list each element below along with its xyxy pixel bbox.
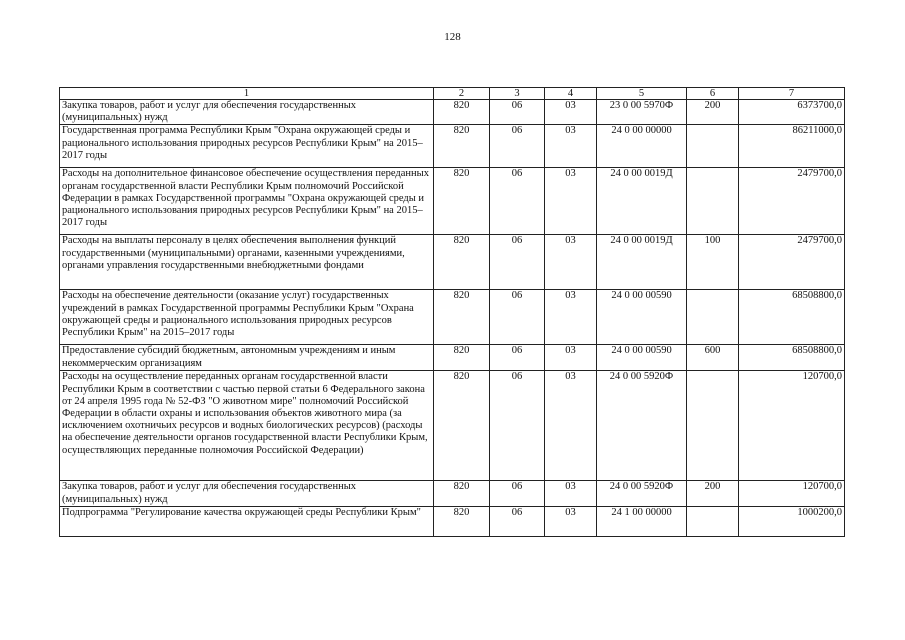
row-section-code: 06 (490, 168, 545, 235)
budget-table (59, 87, 845, 537)
table-row (60, 125, 845, 168)
row-target-code: 24 0 00 5920Ф (597, 371, 687, 481)
row-ministry-code: 820 (434, 290, 490, 345)
row-name: Закупка товаров, работ и услуг для обеспечения государственных (муниципальных) нужд (60, 100, 434, 125)
header-row (60, 88, 845, 100)
row-target-code: 24 0 00 5920Ф (597, 481, 687, 507)
row-amount: 68508800,0 (739, 290, 845, 345)
row-target-code: 23 0 00 5970Ф (597, 100, 687, 125)
row-ministry-code: 820 (434, 125, 490, 168)
col-header-1: 1 (60, 88, 434, 100)
row-section-code: 06 (490, 507, 545, 537)
row-name: Расходы на дополнительное финансовое обеспечение осуществления переданных органам государственной власти Республики Крым полномочий Российской Федерации в рамках Государственной программы "Охрана окружающей среды и рационального использования природных ресурсов Республики Крым" на 2015–2017 годы (60, 168, 434, 235)
row-name: Расходы на выплаты персоналу в целях обеспечения выполнения функций государственными (муниципальными) органами, казенными учреждениями, органами управления государственными внебюджетными фондами (60, 235, 434, 290)
row-expense-type: 600 (687, 345, 739, 371)
row-ministry-code: 820 (434, 481, 490, 507)
row-subsection-code: 03 (545, 481, 597, 507)
row-expense-type: 100 (687, 235, 739, 290)
row-target-code: 24 0 00 0019Д (597, 168, 687, 235)
row-target-code: 24 0 00 00590 (597, 290, 687, 345)
row-section-code: 06 (490, 125, 545, 168)
table-row (60, 371, 845, 481)
row-target-code: 24 1 00 00000 (597, 507, 687, 537)
row-target-code: 24 0 00 00590 (597, 345, 687, 371)
table-row (60, 481, 845, 507)
row-expense-type (687, 168, 739, 235)
table-row (60, 100, 845, 125)
row-section-code: 06 (490, 371, 545, 481)
page-number: 128 (444, 31, 461, 43)
row-target-code: 24 0 00 0019Д (597, 235, 687, 290)
col-header-7: 7 (739, 88, 845, 100)
row-amount: 2479700,0 (739, 168, 845, 235)
row-amount: 1000200,0 (739, 507, 845, 537)
row-amount: 120700,0 (739, 371, 845, 481)
row-expense-type: 200 (687, 100, 739, 125)
row-amount: 6373700,0 (739, 100, 845, 125)
table-row (60, 168, 845, 235)
col-header-3: 3 (490, 88, 545, 100)
row-amount: 68508800,0 (739, 345, 845, 371)
row-ministry-code: 820 (434, 168, 490, 235)
row-name: Государственная программа Республики Крым "Охрана окружающей среды и рационального использования природных ресурсов Республики Крым" на 2015–2017 годы (60, 125, 434, 168)
row-section-code: 06 (490, 290, 545, 345)
table-row (60, 345, 845, 371)
row-subsection-code: 03 (545, 345, 597, 371)
row-target-code: 24 0 00 00000 (597, 125, 687, 168)
row-name: Расходы на осуществление переданных органам государственной власти Республики Крым в соответствии с частью первой статьи 6 Федерального закона от 24 апреля 1995 года № 52-ФЗ "О животном мире" полномочий Российской Федерации в области охраны и использования объектов животного мира (за исключением охотничьих ресурсов и водных биологических ресурсов) (расходы на обеспечение деятельности органов государственной власти Республики Крым, осуществляющих переданные полномочия Российской Федерации) (60, 371, 434, 481)
row-expense-type: 200 (687, 481, 739, 507)
row-name: Закупка товаров, работ и услуг для обеспечения государственных (муниципальных) нужд (60, 481, 434, 507)
row-subsection-code: 03 (545, 371, 597, 481)
row-subsection-code: 03 (545, 100, 597, 125)
row-amount: 2479700,0 (739, 235, 845, 290)
row-subsection-code: 03 (545, 168, 597, 235)
row-section-code: 06 (490, 235, 545, 290)
row-expense-type (687, 371, 739, 481)
row-amount: 120700,0 (739, 481, 845, 507)
row-expense-type (687, 125, 739, 168)
row-subsection-code: 03 (545, 235, 597, 290)
row-ministry-code: 820 (434, 371, 490, 481)
row-ministry-code: 820 (434, 507, 490, 537)
row-amount: 86211000,0 (739, 125, 845, 168)
col-header-6: 6 (687, 88, 739, 100)
row-expense-type (687, 507, 739, 537)
row-ministry-code: 820 (434, 345, 490, 371)
col-header-2: 2 (434, 88, 490, 100)
table-row (60, 235, 845, 290)
row-expense-type (687, 290, 739, 345)
col-header-5: 5 (597, 88, 687, 100)
row-name: Расходы на обеспечение деятельности (оказание услуг) государственных учреждений в рамках Государственной программы Республики Крым "Охрана окружающей среды и рационального использования природных ресурсов Республики Крым" на 2015–2017 годы (60, 290, 434, 345)
row-section-code: 06 (490, 345, 545, 371)
row-subsection-code: 03 (545, 507, 597, 537)
row-subsection-code: 03 (545, 125, 597, 168)
row-name: Подпрограмма "Регулирование качества окружающей среды Республики Крым" (60, 507, 434, 537)
row-ministry-code: 820 (434, 235, 490, 290)
col-header-4: 4 (545, 88, 597, 100)
table-row (60, 290, 845, 345)
table-row (60, 507, 845, 537)
row-name: Предоставление субсидий бюджетным, автономным учреждениям и иным некоммерческим организациям (60, 345, 434, 371)
row-section-code: 06 (490, 100, 545, 125)
row-subsection-code: 03 (545, 290, 597, 345)
row-ministry-code: 820 (434, 100, 490, 125)
row-section-code: 06 (490, 481, 545, 507)
